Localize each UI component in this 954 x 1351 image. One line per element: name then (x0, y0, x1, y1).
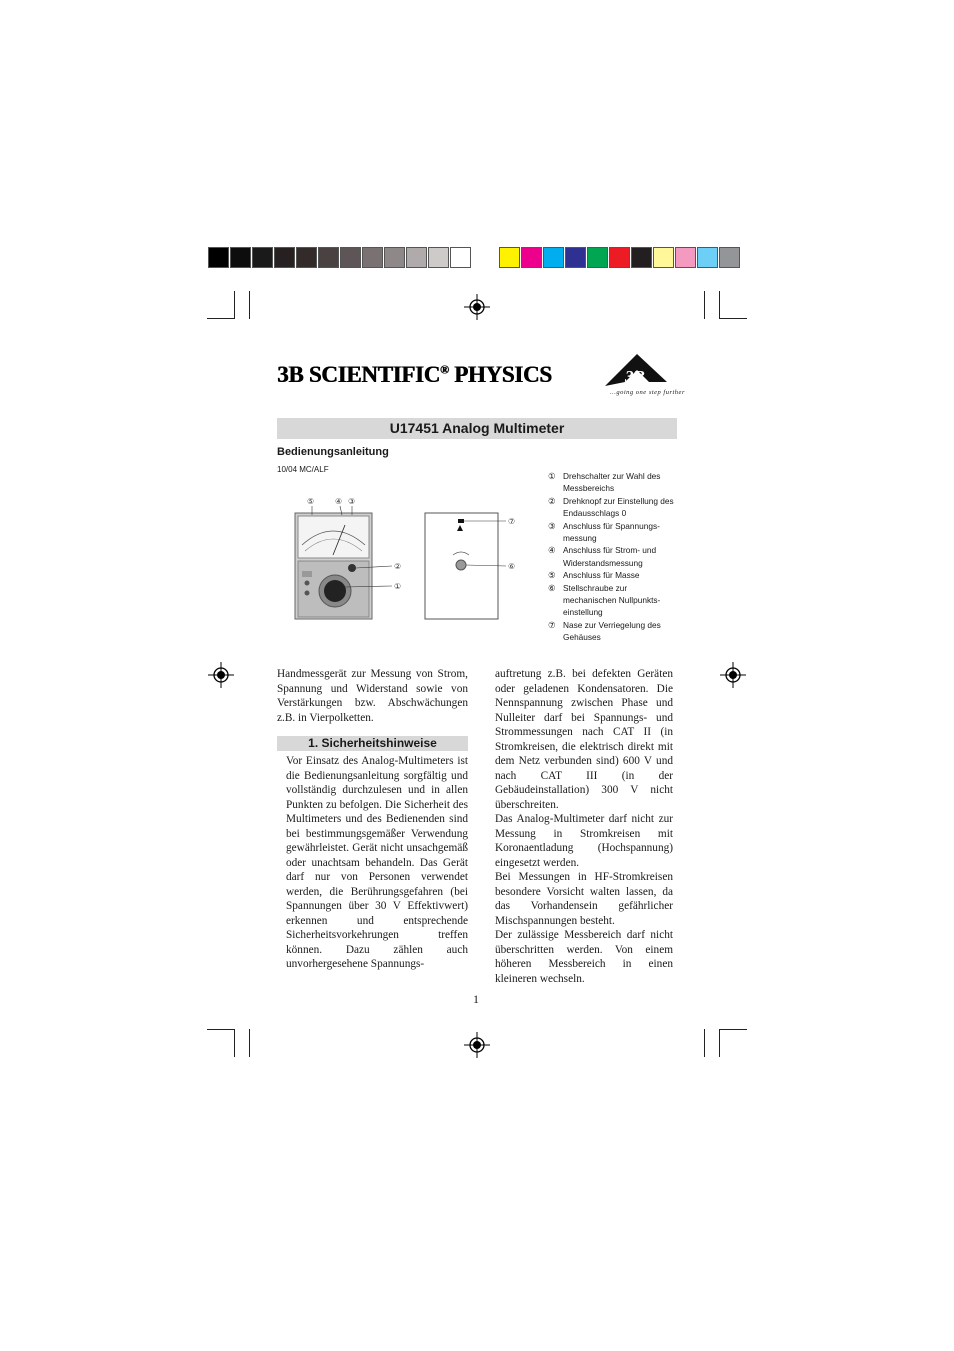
color-swatch (521, 247, 542, 268)
crop-mark (249, 291, 250, 319)
legend-item (548, 544, 678, 569)
crop-mark (704, 291, 705, 319)
registration-mark-icon (208, 662, 234, 688)
color-swatch (565, 247, 586, 268)
color-swatch (653, 247, 674, 268)
svg-text:①: ① (394, 582, 402, 591)
crop-mark (207, 1029, 235, 1030)
crop-mark (719, 291, 720, 319)
section-heading: 1. Sicherheitshinweise (277, 736, 468, 751)
legend-number: ⑥ (548, 582, 556, 593)
color-swatch (697, 247, 718, 268)
svg-text:④: ④ (335, 497, 343, 506)
legend-item (548, 470, 678, 495)
color-swatch (296, 247, 317, 268)
crop-mark (719, 318, 747, 319)
registration-mark-icon (720, 662, 746, 688)
legend-text: Nase zur Verriegelung des Gehäuses (563, 619, 661, 643)
svg-text:②: ② (394, 562, 402, 571)
subheading: Bedienungsanleitung (277, 446, 389, 458)
color-swatch (340, 247, 361, 268)
crop-mark (704, 1029, 705, 1057)
section-paragraph: Vor Einsatz des Analog-Multimeters ist die Bedienungsanleitung sorgfältig und vollständig durchzulesen und in allen Punkten zu befolgen. Die Sicherheit des Multimeters und des Bedienenden sind bei bestimmungsgemäßer Verwendung gewährleistet. Gerät nicht unsachgemäß oder unachtsam behandeln. Das Gerät darf nur von Personen verwendet werden, die Berührungsgefahren (bei Spannungen über 30 V Effektivwert) erkennen und entsprechende Sicherheitsvorkehrungen treffen können. Dazu zählen auch unvorhergesehene Spannungs- (286, 755, 468, 970)
color-swatch (543, 247, 564, 268)
figure-legend (548, 470, 678, 644)
page-number: 1 (473, 992, 479, 1006)
document-code: 10/04 MC/ALF (277, 465, 329, 474)
legend-number: ⑦ (548, 619, 556, 630)
crop-mark (234, 1029, 235, 1057)
color-swatch (230, 247, 251, 268)
legend-number: ⑤ (548, 570, 556, 581)
legend-item (548, 619, 678, 644)
color-swatch (719, 247, 740, 268)
brand-title: 3B SCIENTIFIC® PHYSICS (277, 362, 552, 387)
paragraph: Bei Messungen in HF-Stromkreisen besondere Vorsicht walten lassen, da das Vorhandensein gefährlicher Mischspannungen besteht. (495, 871, 673, 927)
svg-text:⑦: ⑦ (508, 517, 516, 526)
legend-item (548, 495, 678, 520)
registration-mark-icon (464, 1032, 490, 1058)
legend-item (548, 569, 678, 581)
3b-logo-icon (603, 352, 669, 388)
right-column (495, 667, 673, 986)
legend-text: Anschluss für Strom- und Widerstandsmessung (563, 545, 657, 568)
legend-number: ① (548, 471, 556, 481)
crop-mark (207, 318, 235, 319)
paragraph: Der zulässige Messbereich darf nicht überschritten werden. Von einem höheren Messbereich in einen kleineren wechseln. (495, 929, 673, 985)
legend-number: ③ (548, 520, 556, 531)
svg-text:⑥: ⑥ (508, 562, 516, 571)
color-swatch (499, 247, 520, 268)
grayscale-calibration-bar (208, 247, 472, 269)
color-swatch (428, 247, 449, 268)
crop-mark (234, 291, 235, 319)
brand-tagline: ...going one step further (610, 389, 685, 396)
color-swatch (587, 247, 608, 268)
color-swatch (675, 247, 696, 268)
color-swatch (609, 247, 630, 268)
svg-text:⑤: ⑤ (307, 497, 315, 506)
legend-item (548, 520, 678, 545)
legend-text: Drehknopf zur Einstellung des Endausschlags 0 (563, 495, 674, 519)
legend-item (548, 582, 678, 619)
intro-paragraph: Handmessgerät zur Messung von Strom, Spannung und Widerstand sowie von Verstärkungen bzw. Abschwächungen z.B. in Vierpolketten. (277, 668, 468, 724)
legend-text: Drehschalter zur Wahl des Messbereichs (563, 471, 661, 494)
legend-text: Anschluss für Spannungs-messung (563, 520, 660, 544)
color-swatch (274, 247, 295, 268)
legend-text: Anschluss für Masse (563, 570, 640, 581)
color-swatch (252, 247, 273, 268)
multimeter-front-figure (290, 495, 530, 625)
paragraph: auftretung z.B. bei defekten Geräten oder geladenen Kondensatoren. Die Nennspannung zwischen Phase und Nulleiter darf bei Spannungs- und Strommessungen nach CAT II (in Stromkreisen, die elektrisch direkt mit dem Netz verbunden sind) 600 V und nach CAT III (in der Gebäudeinstallation) 300 V nicht überschreiten. (495, 668, 673, 811)
legend-number: ② (548, 495, 556, 506)
color-swatch (631, 247, 652, 268)
page-title: U17451 Analog Multimeter (277, 418, 677, 439)
crop-mark (719, 1029, 720, 1057)
color-swatch (318, 247, 339, 268)
crop-mark (719, 1029, 747, 1030)
color-swatch (208, 247, 229, 268)
paragraph: Das Analog-Multimeter darf nicht zur Messung in Stromkreisen mit Koronaentladung (Hochspannung) eingesetzt werden. (495, 813, 673, 869)
color-swatch (362, 247, 383, 268)
svg-text:3B: 3B (625, 367, 645, 386)
color-swatch (450, 247, 471, 268)
crop-mark (249, 1029, 250, 1057)
color-swatch (406, 247, 427, 268)
legend-number: ④ (548, 545, 556, 556)
color-calibration-bar (499, 247, 741, 269)
legend-text: Stellschraube zur mechanischen Nullpunkts-einstellung (563, 582, 661, 618)
registration-mark-icon (464, 294, 490, 320)
svg-text:③: ③ (348, 497, 356, 506)
color-swatch (384, 247, 405, 268)
